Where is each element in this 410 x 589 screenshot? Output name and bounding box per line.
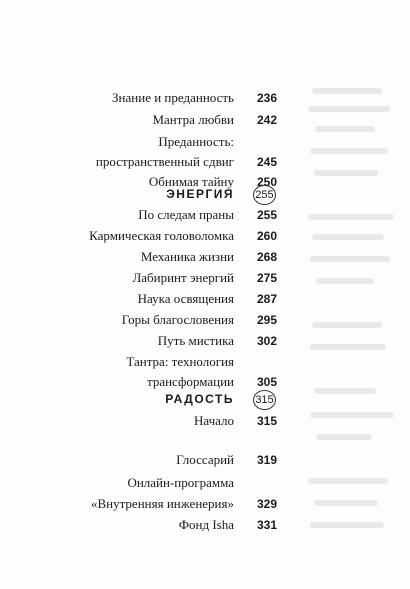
toc-entry <box>0 494 280 514</box>
toc-entry <box>0 88 280 108</box>
toc-entry-page: 255 <box>257 208 278 222</box>
toc-entry-title: Механика жизни <box>140 249 234 264</box>
toc-section-page-circled: 315 <box>253 390 276 410</box>
toc-entry-title: Наука освящения <box>137 291 234 306</box>
toc-entry-title: Обнимая тайну <box>148 174 234 189</box>
toc-entry-title: трансформации <box>146 374 234 389</box>
toc-entry-page: 315 <box>257 414 278 428</box>
toc-entry-title: Знание и преданность <box>112 90 234 105</box>
toc-section-title: ЭНЕРГИЯ <box>166 187 234 201</box>
toc-entry-page: 329 <box>257 497 278 511</box>
toc-entry <box>0 450 280 470</box>
toc-entry-page: 260 <box>257 229 278 243</box>
toc-entry <box>0 226 280 246</box>
toc-entry <box>0 411 280 431</box>
toc-entry-title: Лабиринт энергий <box>132 270 234 285</box>
toc-entry-title: Кармическая головоломка <box>89 228 234 243</box>
toc-section-title: РАДОСТЬ <box>165 392 234 406</box>
toc-entry-page: 268 <box>257 250 278 264</box>
toc-entry-page: 319 <box>257 453 278 467</box>
toc-entry-title: «Внутренняя инженерия» <box>90 496 234 511</box>
toc-entry-page: 250 <box>257 175 278 189</box>
toc-entry <box>0 310 280 330</box>
toc-entry-page: 236 <box>257 91 278 105</box>
toc-entry <box>0 331 280 351</box>
toc-section-page-circled: 255 <box>253 185 276 205</box>
toc-entry <box>0 473 280 493</box>
toc-entry-title: Начало <box>193 413 234 428</box>
toc-entry <box>0 289 280 309</box>
toc-entry-title: Горы благословения <box>121 312 234 327</box>
toc-entry-title: Мантра любви <box>152 112 234 127</box>
toc-entry-title: Фонд Isha <box>178 517 234 532</box>
toc-entry-page: 245 <box>257 155 278 169</box>
toc-entry <box>0 205 280 225</box>
toc-entry-page: 242 <box>257 113 278 127</box>
toc-entry-title: Глоссарий <box>176 452 234 467</box>
toc-section-heading <box>0 389 280 409</box>
toc-entry-title: Онлайн-программа <box>127 475 234 490</box>
toc-entry-page: 331 <box>257 518 278 532</box>
toc-entry-title: пространственный сдвиг <box>95 154 234 169</box>
toc-entry <box>0 152 280 172</box>
toc-entry-page: 287 <box>257 292 278 306</box>
toc-entry-page: 305 <box>257 375 278 389</box>
toc-entry <box>0 268 280 288</box>
toc-entry-page: 302 <box>257 334 278 348</box>
toc-entry <box>0 247 280 267</box>
toc-entry-page: 275 <box>257 271 278 285</box>
toc-entry <box>0 515 280 535</box>
toc-entry-title: По следам праны <box>138 207 234 222</box>
bleed-through-text <box>270 82 400 552</box>
toc-entry <box>0 352 280 372</box>
toc-entry <box>0 132 280 152</box>
toc-entry-page: 295 <box>257 313 278 327</box>
toc-entry <box>0 110 280 130</box>
toc-entry-title: Путь мистика <box>157 333 234 348</box>
toc-entry-title: Тантра: технология <box>126 354 234 369</box>
toc-entry-title: Преданность: <box>158 134 234 149</box>
toc-section-heading <box>0 184 280 204</box>
